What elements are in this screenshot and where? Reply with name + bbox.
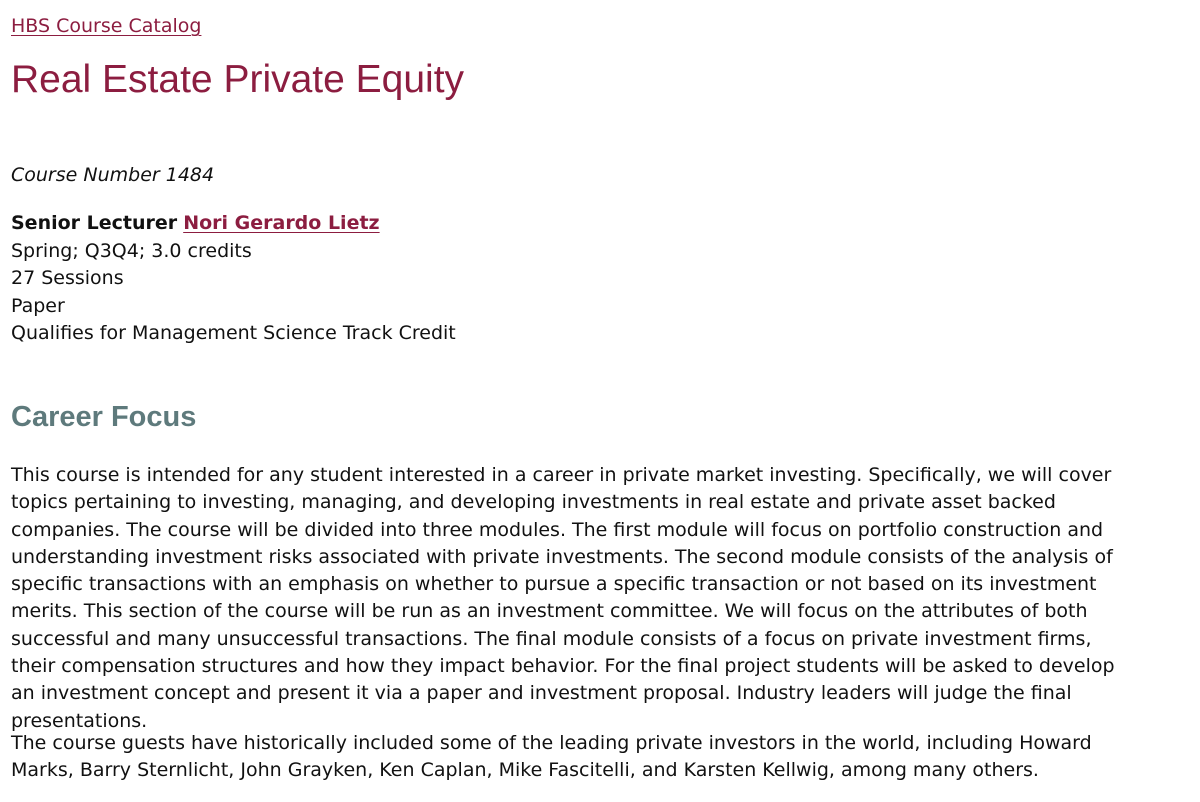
- lecturer-name-link[interactable]: Nori Gerardo Lietz: [183, 212, 380, 234]
- term-credits: Spring; Q3Q4; 3.0 credits: [11, 239, 252, 262]
- breadcrumb-course-catalog-link[interactable]: HBS Course Catalog: [11, 15, 202, 37]
- course-number: Course Number 1484: [11, 164, 215, 186]
- course-format: Paper: [11, 294, 65, 317]
- course-guests-paragraph: The course guests have historically included some of the leading private investors in the world, including Howard Marks, Barry Sternlicht, John Grayken, Ken Caplan, Mike Fascitelli, and Karsten Kellwig, among many others.: [11, 732, 1092, 782]
- track-credit: Qualifies for Management Science Track Credit: [11, 322, 456, 344]
- lecturer-row: [11, 210, 456, 238]
- lecturer-role: Senior Lecturer: [11, 212, 178, 234]
- career-focus-paragraph: This course is intended for any student interested in a career in private market investing. Specifically, we will cover topics pertaining to investing, managing, and developing investments in real estate and private asset backed companies. The course will be divided into three modules. The first module will focus on portfolio construction and understanding investment risks associated with private investments. The second module consists of the analysis of specific transactions with an emphasis on whether to pursue a specific transaction or not based on its investment merits. This section of the course will be run as an investment committee. We will focus on the attributes of both successful and many unsuccessful transactions. The final module consists of a focus on private investment firms, their compensation structures and how they impact behavior. For the final project students will be asked to develop an investment concept and present it via a paper and investment proposal. Industry leaders will judge the final presentations.: [11, 464, 1115, 732]
- page-title: Real Estate Private Equity: [11, 58, 465, 101]
- sessions-count: 27 Sessions: [11, 267, 124, 289]
- career-focus-heading: Career Focus: [11, 401, 197, 433]
- course-meta: [11, 210, 456, 348]
